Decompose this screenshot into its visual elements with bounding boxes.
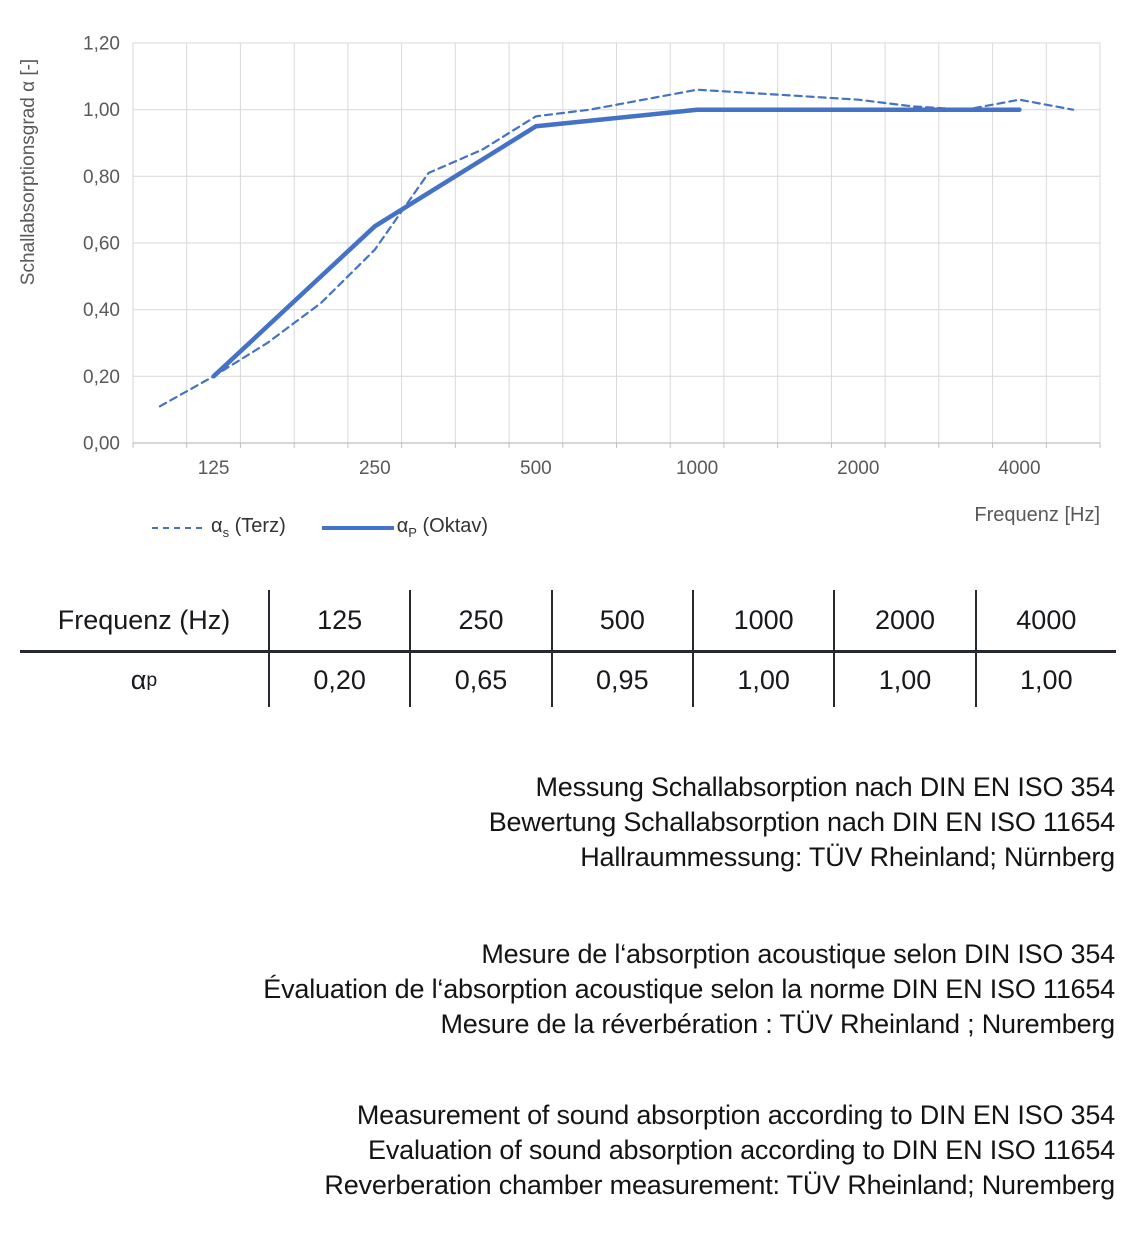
notes-german <box>0 770 1115 875</box>
note-line: Évaluation de l‘absorption acoustique selon la norme DIN EN ISO 11654 <box>263 974 1115 1004</box>
table-row-label: α p <box>130 664 158 695</box>
y-tick-label: 1,20 <box>83 33 120 55</box>
x-tick-label: 2000 <box>837 458 880 479</box>
legend-series-name: (Oktav) <box>416 515 489 537</box>
note-line: Bewertung Schallabsorption nach DIN EN ISO 11654 <box>488 807 1115 837</box>
legend-alpha-subscript: s <box>222 525 230 540</box>
x-axis-title: Frequenz [Hz] <box>974 504 1100 526</box>
note-line: Messung Schallabsorption nach DIN EN ISO 354 <box>535 772 1115 802</box>
table-header-cell: 4000 <box>975 590 1116 650</box>
legend-alpha-symbol: α <box>396 515 409 537</box>
absorption-chart <box>0 0 1135 545</box>
legend-alpha-subscript: P <box>408 525 417 540</box>
x-tick-label: 250 <box>358 458 391 479</box>
absorption-table <box>20 590 1116 707</box>
chart-legend <box>152 515 488 540</box>
table-value-cell: 0,95 <box>551 653 692 707</box>
y-tick-label: 1,00 <box>83 100 120 122</box>
table-header-cell: 1000 <box>692 590 833 650</box>
legend-solid-line-sample <box>322 526 394 530</box>
table-header-cell: 500 <box>551 590 692 650</box>
notes-english <box>0 1098 1115 1203</box>
note-line: Measurement of sound absorption according to DIN EN ISO 354 <box>356 1100 1115 1130</box>
note-line: Hallraummessung: TÜV Rheinland; Nürnberg <box>580 842 1115 872</box>
legend-series-name: (Terz) <box>229 515 286 537</box>
note-line: Reverberation chamber measurement: TÜV Rheinland; Nuremberg <box>324 1170 1115 1200</box>
table-header-cell: 125 <box>268 590 409 650</box>
table-header-cell: 2000 <box>833 590 974 650</box>
table-value-cell: 0,20 <box>268 653 409 707</box>
y-tick-label: 0,40 <box>83 300 120 322</box>
table-header-label: Frequenz (Hz) <box>57 604 231 635</box>
table-header-cell: 250 <box>409 590 550 650</box>
table-value-cell: 1,00 <box>975 653 1116 707</box>
table-value-cell: 0,65 <box>409 653 550 707</box>
x-tick-label: 125 <box>197 458 230 479</box>
note-line: Mesure de l‘absorption acoustique selon DIN ISO 354 <box>481 939 1115 969</box>
legend-dashed-line-sample <box>152 527 202 529</box>
y-axis-title: Schallabsorptionsgrad α [-] <box>18 58 39 286</box>
notes-french <box>0 937 1115 1042</box>
x-tick-label: 1000 <box>675 458 719 479</box>
legend-label-terz <box>211 515 286 540</box>
y-tick-label: 0,80 <box>83 166 120 188</box>
x-tick-label: 4000 <box>998 458 1041 479</box>
y-tick-label: 0,20 <box>83 366 120 388</box>
table-value-cell: 1,00 <box>833 653 974 707</box>
x-tick-label: 500 <box>520 458 552 479</box>
note-line: Mesure de la réverbération : TÜV Rheinland ; Nuremberg <box>440 1009 1115 1039</box>
note-line: Evaluation of sound absorption according to DIN EN ISO 11654 <box>368 1135 1115 1165</box>
legend-label-oktav <box>397 515 488 540</box>
legend-alpha-symbol: α <box>211 515 223 537</box>
y-tick-label: 0,60 <box>83 233 120 255</box>
table-value-cell: 1,00 <box>692 653 833 707</box>
y-tick-label: 0,00 <box>83 433 120 455</box>
